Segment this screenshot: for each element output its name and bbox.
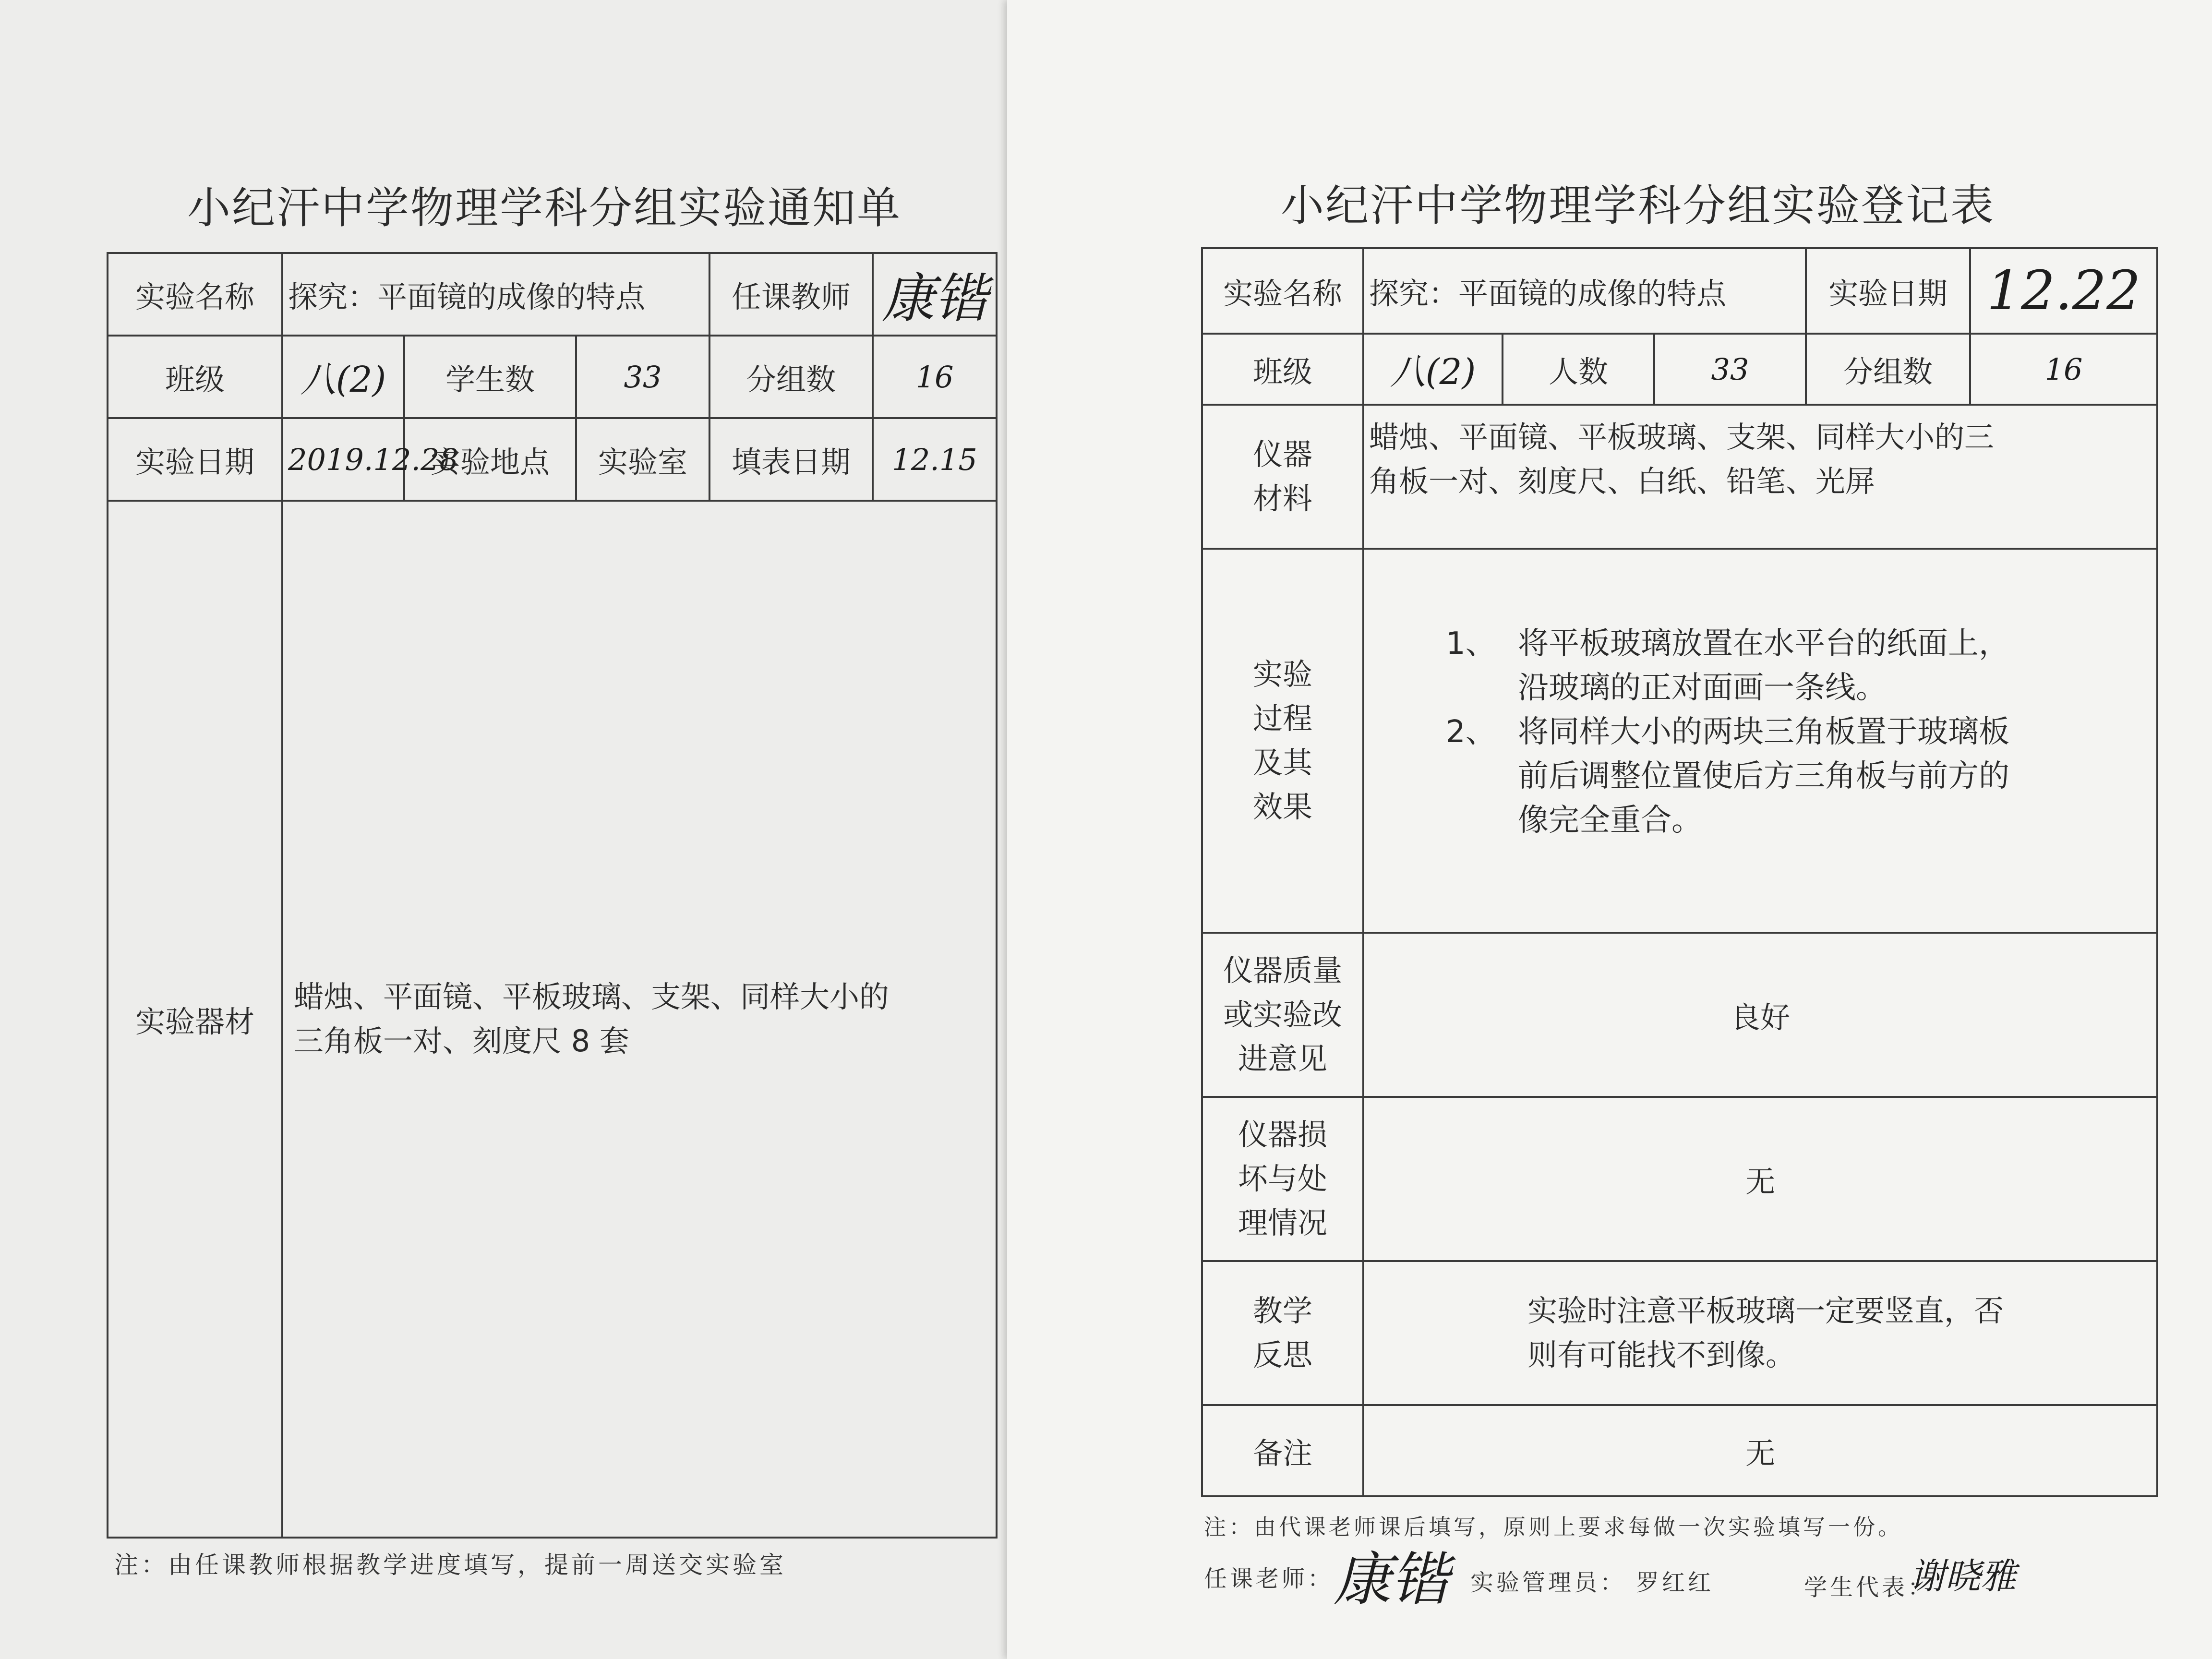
register-row-materials xyxy=(1202,405,2157,549)
register-row-damage xyxy=(1202,1097,2157,1261)
damage-label xyxy=(1202,1097,1363,1261)
experiment-name-value: 探究：平面镜的成像的特点 xyxy=(282,253,709,336)
class-label: 班级 xyxy=(108,336,282,418)
reflection-label-line-2: 反思 xyxy=(1252,1337,1312,1372)
teacher-signature: 康锴 xyxy=(873,253,997,336)
register-groups-label: 分组数 xyxy=(1806,334,1970,405)
quality-label xyxy=(1202,933,1363,1097)
register-experiment-name-value: 探究：平面镜的成像的特点 xyxy=(1363,248,1806,334)
materials-value xyxy=(1363,405,2157,549)
place-value: 实验室 xyxy=(576,418,709,501)
equipment-line-2: 三角板一对、刻度尺 8 套 xyxy=(294,1023,629,1058)
register-people-label: 人数 xyxy=(1503,334,1654,405)
remarks-label: 备注 xyxy=(1202,1405,1363,1496)
process-step-1-line-1: 将平板玻璃放置在水平台的纸面上， xyxy=(1518,626,2009,661)
process-label-line-1: 实验 xyxy=(1252,657,1312,692)
fill-date-label: 填表日期 xyxy=(709,418,873,501)
groups-value: 16 xyxy=(873,336,997,418)
student-rep-signature: 谢晓雅 xyxy=(1910,1556,2016,1597)
register-row-process xyxy=(1202,549,2157,933)
notice-row-equipment xyxy=(108,501,997,1538)
groups-label: 分组数 xyxy=(709,336,873,418)
reflection-label-line-1: 教学 xyxy=(1252,1293,1312,1328)
class-value: 八(2) xyxy=(282,336,404,418)
quality-label-line-1: 仪器质量 xyxy=(1223,953,1342,988)
materials-label-line-1: 仪器 xyxy=(1252,437,1312,472)
quality-label-line-2: 或实验改 xyxy=(1223,997,1342,1032)
quality-label-line-3: 进意见 xyxy=(1238,1041,1327,1076)
register-row-name xyxy=(1202,248,2157,334)
process-label xyxy=(1202,549,1363,933)
experiment-date-value: 2019.12.28 xyxy=(282,418,404,501)
notice-table xyxy=(107,252,998,1539)
register-table xyxy=(1201,247,2158,1497)
materials-label xyxy=(1202,405,1363,549)
process-step-1 xyxy=(1446,622,2152,710)
register-row-reflection xyxy=(1202,1261,2157,1405)
teacher-label: 任课教师 xyxy=(709,253,873,336)
process-label-line-3: 及其 xyxy=(1252,745,1312,780)
register-groups-value: 16 xyxy=(1970,334,2157,405)
register-class-label: 班级 xyxy=(1202,334,1363,405)
process-step-2-line-2: 前后调整位置使后方三角板与前方的 xyxy=(1518,758,2009,794)
register-row-class xyxy=(1202,334,2157,405)
damage-label-line-2: 坏与处 xyxy=(1238,1161,1327,1196)
lab-admin-label: 实验管理员： xyxy=(1470,1569,1626,1596)
students-value: 33 xyxy=(576,336,709,418)
reflection-value xyxy=(1363,1261,2157,1405)
notice-row-name xyxy=(108,253,997,336)
notice-row-date xyxy=(108,418,997,501)
fill-date-value: 12.15 xyxy=(873,418,997,501)
experiment-name-label: 实验名称 xyxy=(108,253,282,336)
register-row-quality xyxy=(1202,933,2157,1097)
materials-line-2: 角板一对、刻度尺、白纸、铅笔、光屏 xyxy=(1369,464,1875,499)
students-label: 学生数 xyxy=(404,336,576,418)
notice-title: 小纪汗中学物理学科分组实验通知单 xyxy=(187,183,902,233)
materials-label-line-2: 材料 xyxy=(1252,481,1312,516)
damage-label-line-3: 理情况 xyxy=(1238,1205,1327,1240)
register-sheet xyxy=(1007,0,2212,1659)
reflection-label xyxy=(1202,1261,1363,1405)
notice-footnote: 注：由任课教师根据教学进度填写，提前一周送交实验室 xyxy=(114,1551,786,1579)
lab-admin-value: 罗红红 xyxy=(1636,1569,1714,1596)
register-row-remarks xyxy=(1202,1405,2157,1496)
damage-label-line-1: 仪器损 xyxy=(1238,1117,1327,1152)
damage-value: 无 xyxy=(1363,1097,2157,1261)
process-step-2-line-3: 像完全重合。 xyxy=(1518,803,1702,838)
teacher-signature-value: 康锴 xyxy=(1334,1547,1449,1613)
teacher-signature-label: 任课老师： xyxy=(1204,1565,1334,1592)
register-footnote: 注：由代课老师课后填写，原则上要求每做一次实验填写一份。 xyxy=(1204,1514,1903,1540)
place-label: 实验地点 xyxy=(404,418,576,501)
process-step-1-number: 1、 xyxy=(1446,626,1496,661)
register-title: 小纪汗中学物理学科分组实验登记表 xyxy=(1281,180,1995,231)
process-step-2-number: 2、 xyxy=(1446,714,1496,750)
register-people-value: 33 xyxy=(1654,334,1806,405)
student-rep-label: 学生代表： xyxy=(1804,1574,1934,1601)
register-class-value: 八(2) xyxy=(1363,334,1503,405)
register-date-label: 实验日期 xyxy=(1806,248,1970,334)
process-step-2 xyxy=(1446,710,2152,842)
reflection-line-1: 实验时注意平板玻璃一定要竖直，否 xyxy=(1527,1293,2004,1328)
equipment-value xyxy=(282,501,997,1538)
process-step-2-line-1: 将同样大小的两块三角板置于玻璃板 xyxy=(1518,714,2009,750)
experiment-date-label: 实验日期 xyxy=(108,418,282,501)
process-value xyxy=(1363,549,2157,933)
register-experiment-name-label: 实验名称 xyxy=(1202,248,1363,334)
register-date-value: 12.22 xyxy=(1970,248,2157,334)
equipment-line-1: 蜡烛、平面镜、平板玻璃、支架、同样大小的 xyxy=(294,979,890,1014)
process-step-1-text xyxy=(1518,622,2009,710)
equipment-label: 实验器材 xyxy=(108,501,282,1538)
process-step-2-text xyxy=(1518,710,2009,842)
process-step-1-line-2: 沿玻璃的正对面画一条线。 xyxy=(1518,670,1887,706)
process-label-line-4: 效果 xyxy=(1252,789,1312,824)
materials-line-1: 蜡烛、平面镜、平板玻璃、支架、同样大小的三 xyxy=(1369,420,1995,455)
remarks-value: 无 xyxy=(1363,1405,2157,1496)
reflection-line-2: 则有可能找不到像。 xyxy=(1527,1337,1796,1372)
process-label-line-2: 过程 xyxy=(1252,701,1312,736)
notice-sheet xyxy=(0,0,1017,1659)
quality-value: 良好 xyxy=(1363,933,2157,1097)
notice-row-class xyxy=(108,336,997,418)
